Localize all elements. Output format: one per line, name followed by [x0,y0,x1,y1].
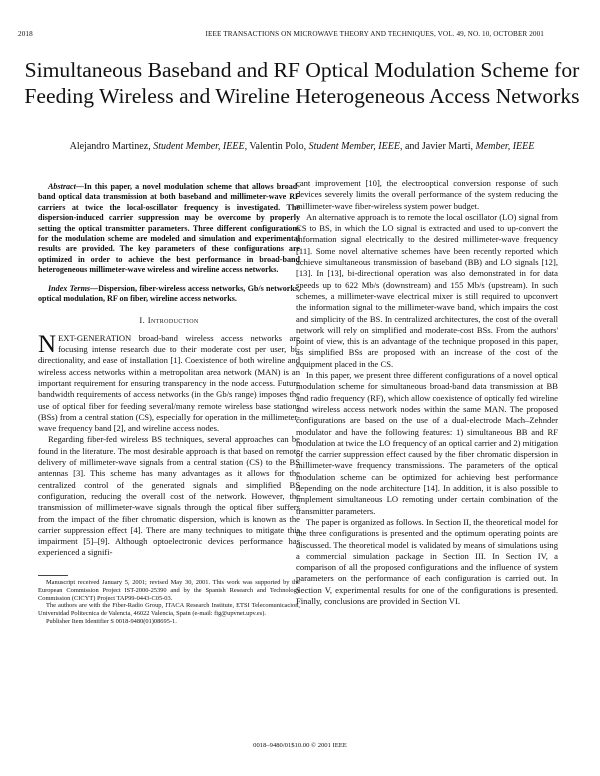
intro-lead: EXT-GENERATION [58,332,132,343]
author-name: and Javier Marti, [404,141,473,152]
abstract-text: In this paper, a novel modulation scheme that allows broad-band optical data transmission at both baseband and millimeter-wave RF carriers at twice the local-oscillator frequency is investigated. The dispersion-induced carrier suppression may be overcome by properly setting the optical transmitter parameters. Three different configurations for the modulation scheme are modeled and simulation and experimental results are provided. The key parameters of these configurations are optimized in order to achieve the best performance in broad-band heterogeneous millimeter-wave wireless and wireline access networks. [38,182,300,275]
index-terms [38,284,300,305]
footnote: The authors are with the Fiber-Radio Group, ITACA Research Institute, ETSI Telecomunicacion, Universidad Politecnica de Valencia, 46022 Valencia, Spain (e-mail: fig@upvnet.upv.es). [38,602,300,618]
abstract-label: Abstract— [48,182,84,191]
author-membership: Student Member, IEEE [308,141,400,152]
abstract [38,182,300,276]
paper-title: Simultaneous Baseband and RF Optical Modulation Scheme for Feeding Wireless and Wireline Heterogeneous Access Networks [24,58,580,108]
footnote: Publisher Item Identifier S 0018-9480(01)08695-1. [46,618,177,626]
intro-text: broad-band wireless access networks are focusing intense research due to their moderate cost per user, bi-directionality, and ease of installation [1]. Coexistence of both wireline and wireless access networks within a metropolitan area network (MAN) is an important requirement for ensuring transparency in the node access. Future bandwidth requirements of access networks (in the Gb/s range) imposes the use of optical fiber for feeding several/many remote wireless base stations (BSs) from a central station (CS), especially for operation in the millimeter-wave frequency band [2], and wireline access nodes. [38,332,300,434]
author-name: Alejandro Martinez, [69,141,151,152]
running-header [18,30,544,42]
drop-cap: N [38,330,57,358]
author-membership: Student Member, IEEE [153,141,245,152]
intro-paragraph [38,330,300,435]
left-column [38,178,300,626]
section-title: Introduction [147,315,199,326]
section-heading [38,315,300,326]
body-paragraph: cant improvement [10], the electrooptical conversion response of such devices severely limits the overall performance of the system reducing the millimeter-wave fiber-wireless system power budget. [296,178,558,211]
index-terms-text: Dispersion, fiber-wireless access networks, Gb/s networks, optical modulation, RF on fiber, wireline access networks. [38,283,301,304]
page-number: 2018 [18,30,33,38]
right-column [296,178,558,607]
author-name: Valentin Polo, [249,141,307,152]
author-membership: Member, IEEE [475,141,535,152]
index-terms-label: Index Terms— [48,283,99,293]
footnote: Manuscript received January 5, 2001; revised May 30, 2001. This work was supported by the European Commission Project IST-2000-25390 and by the Spanish Research and Technology Commission (CICYT) Project TAP99-0443-C05-03. [38,578,300,602]
body-paragraph: An alternative approach is to remote the local oscillator (LO) signal from CS to BS, in which the LO signal is extracted and used to up-convert the information signal electrically to the desired millimeter-wave frequency [11]. Some novel alternative schemes have been recently reported which achieve simultaneous transmission of baseband (BB) and LO signals [12], [13]. In [13], bi-directional operation was also demonstrated in for data speeds up to 622 Mb/s (downstream) and 155 Mb/s (upstream). In such schemes, a millimeter-wave electrical mixer is still required to upconvert the information signal to the millimeter-wave band, which impairs the cost and simplicity of the BS. In centralized architectures, the cost of the overall network will rely on simplified and moderate-cost BSs. From the authors' point of view, this is an advantage of the technique proposed in this paper, as simplified BSs are proposed with an increase of the cost of the equipment placed in the CS. [296,211,558,369]
section-numeral: I. [139,315,146,326]
body-paragraph: Regarding fiber-fed wireless BS techniques, several approaches can be found in the literature. The most desirable approach is that based on remote delivery of millimeter-wave signals from a central station (CS) to the BS antennas [3]. This scheme has many advantages as it allows for the centralized control of the generated signals and simplified BS configuration, reducing the overall cost of the network. However, the transmission of millimeter-wave signals through the optical fiber suffers from the impact of the fiber chromatic dispersion, which is known as the carrier suppression effect [4]. There are many techniques to mitigate this impairment [5]–[9]. Although optoelectronic devices performance has experienced a signifi- [38,434,300,558]
author-list: Alejandro Martinez, Student Member, IEEE, Valentin Polo, Student Member, IEEE, and Javier Marti, Member, IEEE [69,141,535,152]
journal-name: IEEE TRANSACTIONS ON MICROWAVE THEORY AND TECHNIQUES, VOL. 49, NO. 10, OCTOBER 2001 [205,30,544,38]
body-paragraph: In this paper, we present three different configurations of a novel optical modulation scheme for simultaneous broad-band data transmission at BB and radio frequency (RF), which allow coexistence of optically fed wireline and wireless access network nodes within the same MAN. The proposed configurations are based on the use of a dual-electrode Mach–Zehnder modulator and have the following features: 1) simultaneous BB and RF modulation at twice the LO frequency of an optical carrier and 2) mitigation of the carrier suppression effect caused by the fiber chromatic dispersion in millimeter-wave frequency transmissions. The parameters of the optical modulation scheme can be optimized for achieving best performance depending on the node architecture [14]. In addition, it is also possible to implement simultaneous LO remoting under certain combination of the transmitter parameters. [296,370,559,516]
body-paragraph: The paper is organized as follows. In Section II, the theoretical model for the three configurations is presented and the optimum operating points are discussed. The theoretical model is validated by means of simulations using a commercial simulation package in Section III. In Section IV, a comparison of all the proposed configurations and the influence of system parameters on the performance of each configuration is carried out. In Section V, experimental results for one of the configurations is presented. Finally, conclusions are provided in Section VI. [296,516,558,606]
copyright-footer: 0018–9480/01$10.00 © 2001 IEEE [253,742,347,749]
footnote-divider [38,575,68,576]
